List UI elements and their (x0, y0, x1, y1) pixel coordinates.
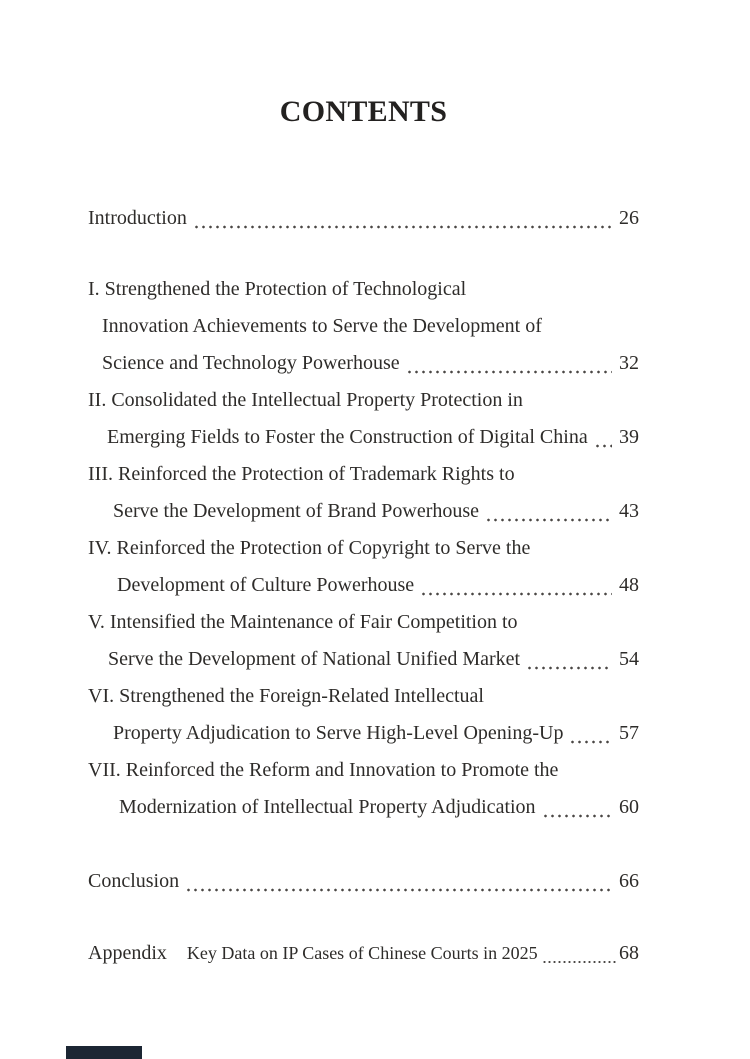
toc-row (88, 456, 639, 493)
toc-row (88, 604, 639, 641)
toc-row (88, 419, 639, 456)
dot-leader (185, 881, 612, 892)
toc-entry-text: Modernization of Intellectual Property Adjudication (119, 796, 536, 818)
dot-leader (193, 218, 612, 229)
toc-entry-text: IV. Reinforced the Protection of Copyright to Serve the (88, 537, 531, 559)
toc-row (88, 308, 639, 345)
toc-row (88, 382, 639, 419)
toc-page-number: 66 (619, 870, 639, 892)
toc-row (88, 863, 639, 900)
toc-entry-text: Serve the Development of Brand Powerhouse (113, 500, 480, 522)
toc-row (88, 567, 639, 604)
toc-entry-section-1 (88, 271, 639, 382)
toc-entry-section-7 (88, 752, 639, 826)
dot-leader (526, 659, 612, 670)
toc-entry-text: Development of Culture Powerhouse (117, 574, 415, 596)
dot-leader (420, 585, 612, 596)
toc-entry-text: III. Reinforced the Protection of Trademark Rights to (88, 463, 515, 485)
toc-entry-text: Introduction (88, 207, 187, 229)
toc-row (88, 493, 639, 530)
toc-entry-introduction (88, 200, 639, 237)
dot-leader (542, 953, 618, 964)
toc-entry-text: Property Adjudication to Serve High-Level Opening-Up (113, 722, 564, 744)
toc-entry-text: Conclusion (88, 870, 180, 892)
toc-row (88, 200, 639, 237)
dot-leader (485, 511, 612, 522)
toc-page-number: 57 (619, 722, 639, 744)
table-of-contents (88, 200, 639, 972)
appendix-title: Key Data on IP Cases of Chinese Courts in 2025 (186, 943, 538, 963)
toc-entry-section-4 (88, 530, 639, 604)
toc-row (88, 715, 639, 752)
toc-entry-text: I. Strengthened the Protection of Technological (88, 278, 467, 300)
toc-page-number: 48 (619, 574, 639, 596)
toc-entry-section-3 (88, 456, 639, 530)
toc-page-number: 60 (619, 796, 639, 818)
toc-entry-text: VI. Strengthened the Foreign-Related Intellectual (88, 685, 484, 707)
toc-entry-section-2 (88, 382, 639, 456)
toc-entry-text: Science and Technology Powerhouse (102, 352, 400, 374)
toc-row (88, 789, 639, 826)
toc-entry-text: Serve the Development of National Unified Market (108, 648, 521, 670)
dot-leader (406, 363, 612, 374)
toc-entry-appendix (88, 935, 639, 972)
toc-entry-text: Innovation Achievements to Serve the Development of (102, 315, 542, 337)
toc-row (88, 530, 639, 567)
toc-entry-text: II. Consolidated the Intellectual Property Protection in (88, 389, 523, 411)
toc-page-number: 26 (619, 207, 639, 229)
toc-entry-text: VII. Reinforced the Reform and Innovation to Promote the (88, 759, 559, 781)
footer-accent-bar (66, 1046, 142, 1059)
toc-entry-section-6 (88, 678, 639, 752)
toc-entry-section-5 (88, 604, 639, 678)
toc-entry-text: V. Intensified the Maintenance of Fair Competition to (88, 611, 518, 633)
dot-leader (569, 733, 612, 744)
toc-page-number: 68 (619, 942, 639, 964)
page-title: CONTENTS (279, 95, 448, 128)
contents-column (88, 0, 639, 972)
toc-row (88, 641, 639, 678)
toc-page-number: 43 (619, 500, 639, 522)
appendix-label: Appendix (88, 942, 167, 964)
toc-row (88, 271, 639, 308)
dot-leader (542, 807, 612, 818)
toc-entry-conclusion (88, 863, 639, 900)
toc-row (88, 345, 639, 382)
dot-leader (594, 437, 612, 448)
toc-page-number: 32 (619, 352, 639, 374)
toc-entry-text: Emerging Fields to Foster the Construction of Digital China (107, 426, 588, 448)
toc-row (88, 752, 639, 789)
toc-page-number: 54 (619, 648, 639, 670)
toc-page-number: 39 (619, 426, 639, 448)
toc-row (88, 678, 639, 715)
